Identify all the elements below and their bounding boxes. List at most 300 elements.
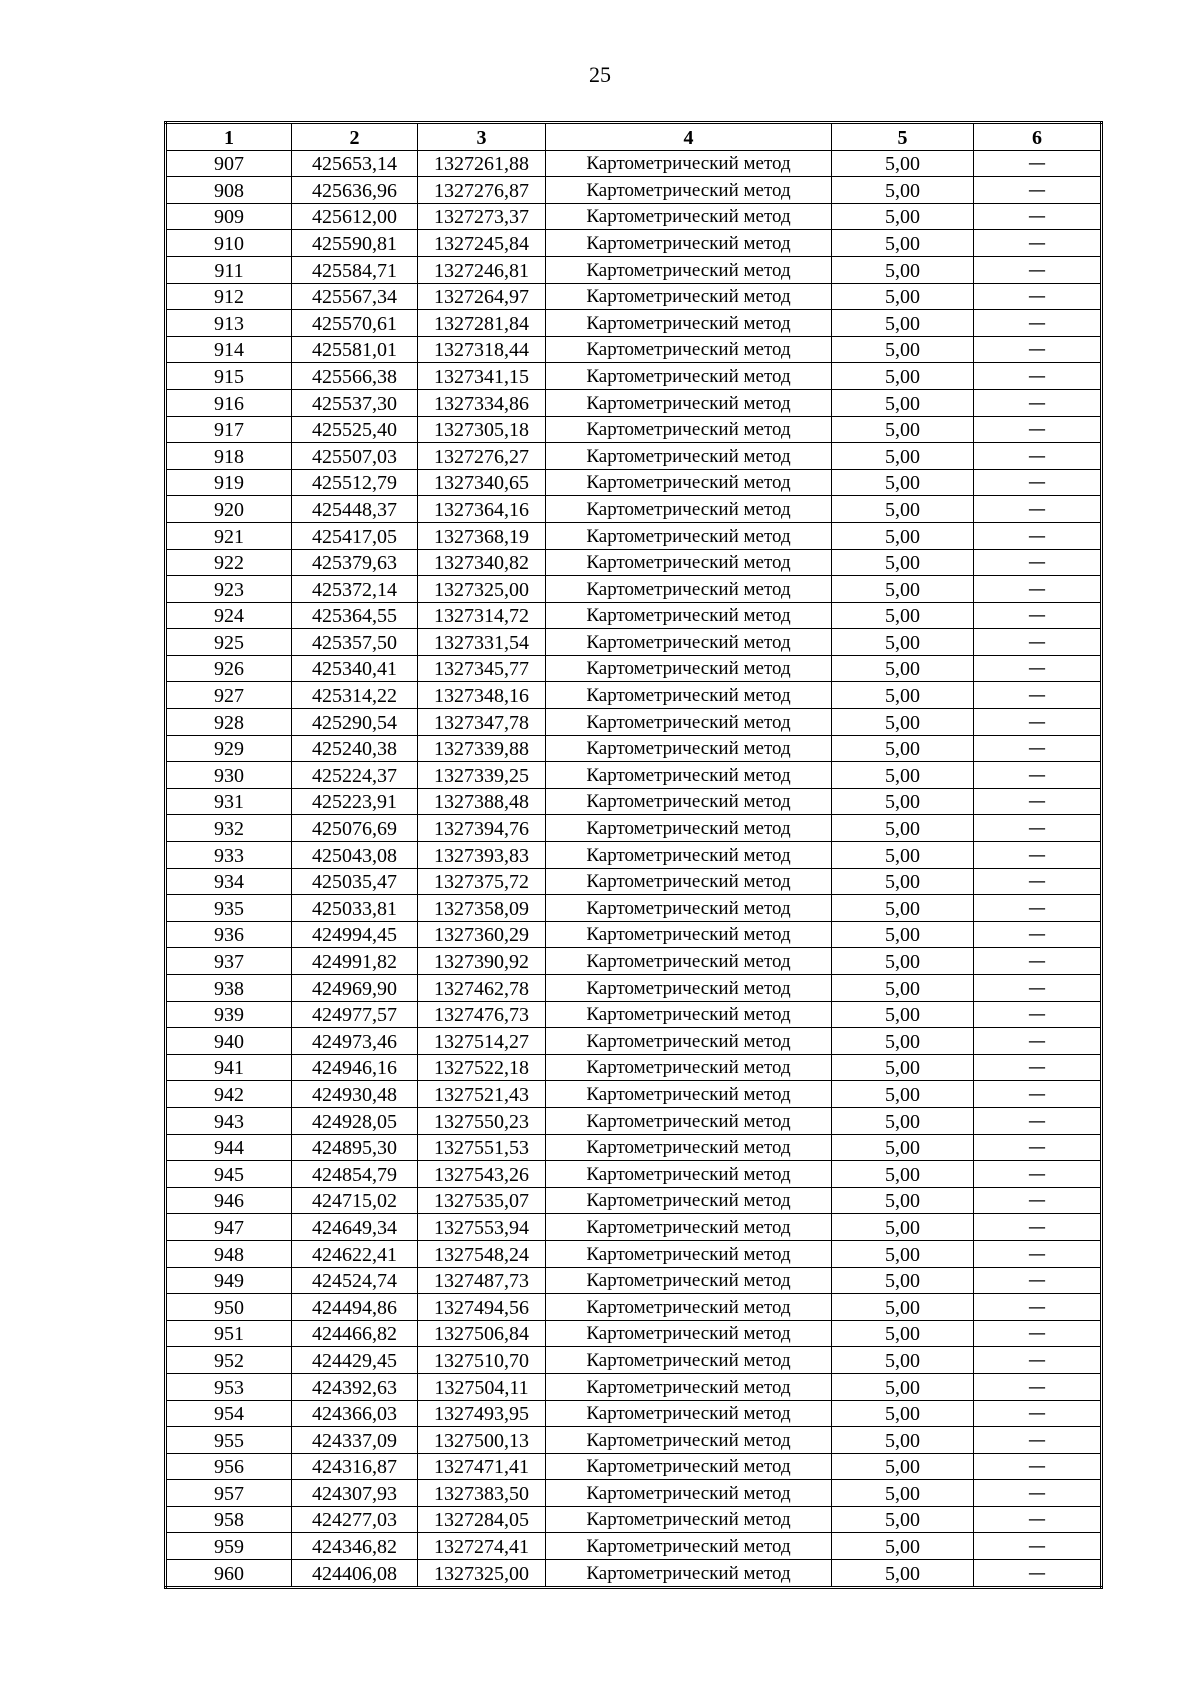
point-number-cell: 931 [166, 788, 292, 815]
accuracy-cell: 5,00 [832, 1107, 974, 1134]
method-cell: Картометрический метод [546, 1506, 832, 1533]
y-coordinate-cell: 1327331,54 [418, 629, 546, 656]
accuracy-cell: 5,00 [832, 1054, 974, 1081]
y-coordinate-cell: 1327476,73 [418, 1001, 546, 1028]
description-cell: — [974, 682, 1102, 709]
header-row [166, 123, 1102, 151]
x-coordinate-cell: 425240,38 [292, 735, 418, 762]
point-number-cell: 941 [166, 1054, 292, 1081]
point-number-cell: 952 [166, 1347, 292, 1374]
accuracy-cell: 5,00 [832, 1267, 974, 1294]
table-row [166, 842, 1102, 869]
description-cell: — [974, 496, 1102, 523]
x-coordinate-cell: 424649,34 [292, 1214, 418, 1241]
table-row [166, 788, 1102, 815]
table-row [166, 1134, 1102, 1161]
y-coordinate-cell: 1327462,78 [418, 975, 546, 1002]
table-row [166, 363, 1102, 390]
method-cell: Картометрический метод [546, 762, 832, 789]
y-coordinate-cell: 1327393,83 [418, 842, 546, 869]
method-cell: Картометрический метод [546, 576, 832, 603]
accuracy-cell: 5,00 [832, 1240, 974, 1267]
method-cell: Картометрический метод [546, 336, 832, 363]
table-row [166, 336, 1102, 363]
table-row [166, 1320, 1102, 1347]
method-cell: Картометрический метод [546, 1054, 832, 1081]
description-cell: — [974, 203, 1102, 230]
accuracy-cell: 5,00 [832, 1320, 974, 1347]
table-row [166, 1560, 1102, 1588]
description-cell: — [974, 975, 1102, 1002]
x-coordinate-cell: 425379,63 [292, 549, 418, 576]
point-number-cell: 923 [166, 576, 292, 603]
point-number-cell: 946 [166, 1187, 292, 1214]
table-row [166, 921, 1102, 948]
description-cell: — [974, 1400, 1102, 1427]
y-coordinate-cell: 1327471,41 [418, 1453, 546, 1480]
point-number-cell: 909 [166, 203, 292, 230]
x-coordinate-cell: 425570,61 [292, 310, 418, 337]
point-number-cell: 949 [166, 1267, 292, 1294]
table-row [166, 230, 1102, 257]
x-coordinate-cell: 424277,03 [292, 1506, 418, 1533]
x-coordinate-cell: 425035,47 [292, 868, 418, 895]
description-cell: — [974, 1347, 1102, 1374]
accuracy-cell: 5,00 [832, 1506, 974, 1533]
table-row [166, 1453, 1102, 1480]
point-number-cell: 921 [166, 522, 292, 549]
accuracy-cell: 5,00 [832, 1001, 974, 1028]
point-number-cell: 951 [166, 1320, 292, 1347]
x-coordinate-cell: 424895,30 [292, 1134, 418, 1161]
point-number-cell: 917 [166, 416, 292, 443]
accuracy-cell: 5,00 [832, 1400, 974, 1427]
description-cell: — [974, 1107, 1102, 1134]
x-coordinate-cell: 425567,34 [292, 283, 418, 310]
method-cell: Картометрический метод [546, 496, 832, 523]
x-coordinate-cell: 425512,79 [292, 469, 418, 496]
point-number-cell: 918 [166, 443, 292, 470]
point-number-cell: 926 [166, 655, 292, 682]
table-row [166, 443, 1102, 470]
table-row [166, 522, 1102, 549]
accuracy-cell: 5,00 [832, 363, 974, 390]
accuracy-cell: 5,00 [832, 975, 974, 1002]
column-header-1: 1 [166, 123, 292, 151]
method-cell: Картометрический метод [546, 389, 832, 416]
description-cell: — [974, 1373, 1102, 1400]
x-coordinate-cell: 425340,41 [292, 655, 418, 682]
x-coordinate-cell: 424973,46 [292, 1028, 418, 1055]
description-cell: — [974, 256, 1102, 283]
method-cell: Картометрический метод [546, 842, 832, 869]
description-cell: — [974, 921, 1102, 948]
method-cell: Картометрический метод [546, 1187, 832, 1214]
accuracy-cell: 5,00 [832, 443, 974, 470]
description-cell: — [974, 1506, 1102, 1533]
y-coordinate-cell: 1327340,82 [418, 549, 546, 576]
method-cell: Картометрический метод [546, 1001, 832, 1028]
point-number-cell: 912 [166, 283, 292, 310]
point-number-cell: 920 [166, 496, 292, 523]
point-number-cell: 929 [166, 735, 292, 762]
table-row [166, 496, 1102, 523]
x-coordinate-cell: 424977,57 [292, 1001, 418, 1028]
accuracy-cell: 5,00 [832, 655, 974, 682]
y-coordinate-cell: 1327340,65 [418, 469, 546, 496]
table-row [166, 1054, 1102, 1081]
method-cell: Картометрический метод [546, 655, 832, 682]
method-cell: Картометрический метод [546, 709, 832, 736]
y-coordinate-cell: 1327358,09 [418, 895, 546, 922]
column-header-3: 3 [418, 123, 546, 151]
description-cell: — [974, 1054, 1102, 1081]
accuracy-cell: 5,00 [832, 1427, 974, 1454]
y-coordinate-cell: 1327394,76 [418, 815, 546, 842]
method-cell: Картометрический метод [546, 1134, 832, 1161]
accuracy-cell: 5,00 [832, 1187, 974, 1214]
table-row [166, 1214, 1102, 1241]
y-coordinate-cell: 1327347,78 [418, 709, 546, 736]
table-header [166, 123, 1102, 151]
table-row [166, 655, 1102, 682]
point-number-cell: 930 [166, 762, 292, 789]
table-row [166, 1480, 1102, 1507]
table-row [166, 1187, 1102, 1214]
x-coordinate-cell: 424366,03 [292, 1400, 418, 1427]
x-coordinate-cell: 424991,82 [292, 948, 418, 975]
y-coordinate-cell: 1327261,88 [418, 150, 546, 177]
accuracy-cell: 5,00 [832, 815, 974, 842]
y-coordinate-cell: 1327318,44 [418, 336, 546, 363]
y-coordinate-cell: 1327553,94 [418, 1214, 546, 1241]
method-cell: Картометрический метод [546, 1533, 832, 1560]
method-cell: Картометрический метод [546, 1081, 832, 1108]
method-cell: Картометрический метод [546, 1373, 832, 1400]
point-number-cell: 933 [166, 842, 292, 869]
y-coordinate-cell: 1327334,86 [418, 389, 546, 416]
method-cell: Картометрический метод [546, 522, 832, 549]
table-row [166, 1427, 1102, 1454]
description-cell: — [974, 177, 1102, 204]
method-cell: Картометрический метод [546, 1400, 832, 1427]
method-cell: Картометрический метод [546, 1560, 832, 1588]
point-number-cell: 934 [166, 868, 292, 895]
table-row [166, 469, 1102, 496]
table-row [166, 1028, 1102, 1055]
method-cell: Картометрический метод [546, 549, 832, 576]
method-cell: Картометрический метод [546, 177, 832, 204]
y-coordinate-cell: 1327510,70 [418, 1347, 546, 1374]
method-cell: Картометрический метод [546, 416, 832, 443]
y-coordinate-cell: 1327246,81 [418, 256, 546, 283]
description-cell: — [974, 336, 1102, 363]
method-cell: Картометрический метод [546, 1214, 832, 1241]
y-coordinate-cell: 1327264,97 [418, 283, 546, 310]
method-cell: Картометрический метод [546, 868, 832, 895]
x-coordinate-cell: 425537,30 [292, 389, 418, 416]
accuracy-cell: 5,00 [832, 283, 974, 310]
description-cell: — [974, 735, 1102, 762]
method-cell: Картометрический метод [546, 1294, 832, 1321]
description-cell: — [974, 788, 1102, 815]
accuracy-cell: 5,00 [832, 1533, 974, 1560]
x-coordinate-cell: 424466,82 [292, 1320, 418, 1347]
y-coordinate-cell: 1327550,23 [418, 1107, 546, 1134]
accuracy-cell: 5,00 [832, 895, 974, 922]
table-row [166, 1400, 1102, 1427]
accuracy-cell: 5,00 [832, 1480, 974, 1507]
point-number-cell: 935 [166, 895, 292, 922]
accuracy-cell: 5,00 [832, 762, 974, 789]
y-coordinate-cell: 1327245,84 [418, 230, 546, 257]
accuracy-cell: 5,00 [832, 682, 974, 709]
description-cell: — [974, 815, 1102, 842]
description-cell: — [974, 842, 1102, 869]
accuracy-cell: 5,00 [832, 1347, 974, 1374]
table-row [166, 256, 1102, 283]
point-number-cell: 932 [166, 815, 292, 842]
accuracy-cell: 5,00 [832, 1081, 974, 1108]
accuracy-cell: 5,00 [832, 256, 974, 283]
x-coordinate-cell: 425043,08 [292, 842, 418, 869]
table-row [166, 762, 1102, 789]
accuracy-cell: 5,00 [832, 948, 974, 975]
point-number-cell: 945 [166, 1161, 292, 1188]
description-cell: — [974, 602, 1102, 629]
table-row [166, 1161, 1102, 1188]
y-coordinate-cell: 1327325,00 [418, 576, 546, 603]
method-cell: Картометрический метод [546, 629, 832, 656]
point-number-cell: 925 [166, 629, 292, 656]
y-coordinate-cell: 1327494,56 [418, 1294, 546, 1321]
description-cell: — [974, 1267, 1102, 1294]
accuracy-cell: 5,00 [832, 496, 974, 523]
x-coordinate-cell: 424994,45 [292, 921, 418, 948]
method-cell: Картометрический метод [546, 921, 832, 948]
table-row [166, 868, 1102, 895]
method-cell: Картометрический метод [546, 283, 832, 310]
description-cell: — [974, 762, 1102, 789]
table-row [166, 1533, 1102, 1560]
description-cell: — [974, 310, 1102, 337]
description-cell: — [974, 655, 1102, 682]
point-number-cell: 948 [166, 1240, 292, 1267]
y-coordinate-cell: 1327305,18 [418, 416, 546, 443]
table-row [166, 895, 1102, 922]
y-coordinate-cell: 1327348,16 [418, 682, 546, 709]
table-row [166, 150, 1102, 177]
point-number-cell: 940 [166, 1028, 292, 1055]
point-number-cell: 955 [166, 1427, 292, 1454]
y-coordinate-cell: 1327360,29 [418, 921, 546, 948]
description-cell: — [974, 576, 1102, 603]
accuracy-cell: 5,00 [832, 1028, 974, 1055]
point-number-cell: 919 [166, 469, 292, 496]
table-row [166, 629, 1102, 656]
y-coordinate-cell: 1327390,92 [418, 948, 546, 975]
table-row [166, 1506, 1102, 1533]
description-cell: — [974, 948, 1102, 975]
description-cell: — [974, 549, 1102, 576]
point-number-cell: 922 [166, 549, 292, 576]
x-coordinate-cell: 425033,81 [292, 895, 418, 922]
y-coordinate-cell: 1327543,26 [418, 1161, 546, 1188]
point-number-cell: 943 [166, 1107, 292, 1134]
table-row [166, 602, 1102, 629]
point-number-cell: 907 [166, 150, 292, 177]
x-coordinate-cell: 425224,37 [292, 762, 418, 789]
accuracy-cell: 5,00 [832, 150, 974, 177]
y-coordinate-cell: 1327284,05 [418, 1506, 546, 1533]
x-coordinate-cell: 425372,14 [292, 576, 418, 603]
accuracy-cell: 5,00 [832, 1560, 974, 1588]
x-coordinate-cell: 425357,50 [292, 629, 418, 656]
x-coordinate-cell: 424969,90 [292, 975, 418, 1002]
y-coordinate-cell: 1327281,84 [418, 310, 546, 337]
method-cell: Картометрический метод [546, 1267, 832, 1294]
y-coordinate-cell: 1327339,88 [418, 735, 546, 762]
x-coordinate-cell: 424406,08 [292, 1560, 418, 1588]
table-row [166, 709, 1102, 736]
description-cell: — [974, 1028, 1102, 1055]
accuracy-cell: 5,00 [832, 1373, 974, 1400]
description-cell: — [974, 363, 1102, 390]
x-coordinate-cell: 425566,38 [292, 363, 418, 390]
point-number-cell: 957 [166, 1480, 292, 1507]
point-number-cell: 914 [166, 336, 292, 363]
table-row [166, 177, 1102, 204]
point-number-cell: 915 [166, 363, 292, 390]
method-cell: Картометрический метод [546, 469, 832, 496]
y-coordinate-cell: 1327514,27 [418, 1028, 546, 1055]
accuracy-cell: 5,00 [832, 230, 974, 257]
x-coordinate-cell: 424346,82 [292, 1533, 418, 1560]
method-cell: Картометрический метод [546, 310, 832, 337]
description-cell: — [974, 469, 1102, 496]
x-coordinate-cell: 425223,91 [292, 788, 418, 815]
x-coordinate-cell: 425525,40 [292, 416, 418, 443]
point-number-cell: 913 [166, 310, 292, 337]
x-coordinate-cell: 425364,55 [292, 602, 418, 629]
table-row [166, 1294, 1102, 1321]
x-coordinate-cell: 425612,00 [292, 203, 418, 230]
y-coordinate-cell: 1327535,07 [418, 1187, 546, 1214]
point-number-cell: 944 [166, 1134, 292, 1161]
table-row [166, 1373, 1102, 1400]
description-cell: — [974, 443, 1102, 470]
method-cell: Картометрический метод [546, 895, 832, 922]
table-row [166, 1240, 1102, 1267]
x-coordinate-cell: 424930,48 [292, 1081, 418, 1108]
description-cell: — [974, 868, 1102, 895]
point-number-cell: 936 [166, 921, 292, 948]
y-coordinate-cell: 1327504,11 [418, 1373, 546, 1400]
y-coordinate-cell: 1327388,48 [418, 788, 546, 815]
description-cell: — [974, 230, 1102, 257]
method-cell: Картометрический метод [546, 1427, 832, 1454]
x-coordinate-cell: 425584,71 [292, 256, 418, 283]
column-header-6: 6 [974, 123, 1102, 151]
column-header-2: 2 [292, 123, 418, 151]
y-coordinate-cell: 1327314,72 [418, 602, 546, 629]
y-coordinate-cell: 1327487,73 [418, 1267, 546, 1294]
method-cell: Картометрический метод [546, 735, 832, 762]
accuracy-cell: 5,00 [832, 921, 974, 948]
table-row [166, 1081, 1102, 1108]
accuracy-cell: 5,00 [832, 788, 974, 815]
method-cell: Картометрический метод [546, 1320, 832, 1347]
table-row [166, 1001, 1102, 1028]
description-cell: — [974, 1320, 1102, 1347]
table-row [166, 203, 1102, 230]
description-cell: — [974, 709, 1102, 736]
x-coordinate-cell: 425417,05 [292, 522, 418, 549]
description-cell: — [974, 1453, 1102, 1480]
table-row [166, 1107, 1102, 1134]
y-coordinate-cell: 1327276,87 [418, 177, 546, 204]
point-number-cell: 924 [166, 602, 292, 629]
point-number-cell: 928 [166, 709, 292, 736]
point-number-cell: 938 [166, 975, 292, 1002]
y-coordinate-cell: 1327383,50 [418, 1480, 546, 1507]
table-row [166, 283, 1102, 310]
y-coordinate-cell: 1327273,37 [418, 203, 546, 230]
description-cell: — [974, 1081, 1102, 1108]
description-cell: — [974, 1187, 1102, 1214]
description-cell: — [974, 629, 1102, 656]
accuracy-cell: 5,00 [832, 629, 974, 656]
table-row [166, 975, 1102, 1002]
method-cell: Картометрический метод [546, 256, 832, 283]
table-row [166, 1347, 1102, 1374]
x-coordinate-cell: 425290,54 [292, 709, 418, 736]
y-coordinate-cell: 1327341,15 [418, 363, 546, 390]
method-cell: Картометрический метод [546, 150, 832, 177]
accuracy-cell: 5,00 [832, 177, 974, 204]
method-cell: Картометрический метод [546, 975, 832, 1002]
description-cell: — [974, 1214, 1102, 1241]
accuracy-cell: 5,00 [832, 709, 974, 736]
description-cell: — [974, 416, 1102, 443]
description-cell: — [974, 1001, 1102, 1028]
point-number-cell: 950 [166, 1294, 292, 1321]
y-coordinate-cell: 1327551,53 [418, 1134, 546, 1161]
method-cell: Картометрический метод [546, 230, 832, 257]
x-coordinate-cell: 424494,86 [292, 1294, 418, 1321]
description-cell: — [974, 283, 1102, 310]
point-number-cell: 960 [166, 1560, 292, 1588]
accuracy-cell: 5,00 [832, 1453, 974, 1480]
column-header-4: 4 [546, 123, 832, 151]
description-cell: — [974, 150, 1102, 177]
point-number-cell: 908 [166, 177, 292, 204]
point-number-cell: 939 [166, 1001, 292, 1028]
point-number-cell: 937 [166, 948, 292, 975]
method-cell: Картометрический метод [546, 1347, 832, 1374]
accuracy-cell: 5,00 [832, 1294, 974, 1321]
x-coordinate-cell: 425076,69 [292, 815, 418, 842]
y-coordinate-cell: 1327274,41 [418, 1533, 546, 1560]
x-coordinate-cell: 424392,63 [292, 1373, 418, 1400]
accuracy-cell: 5,00 [832, 868, 974, 895]
y-coordinate-cell: 1327368,19 [418, 522, 546, 549]
y-coordinate-cell: 1327500,13 [418, 1427, 546, 1454]
method-cell: Картометрический метод [546, 1107, 832, 1134]
accuracy-cell: 5,00 [832, 389, 974, 416]
x-coordinate-cell: 425636,96 [292, 177, 418, 204]
y-coordinate-cell: 1327276,27 [418, 443, 546, 470]
